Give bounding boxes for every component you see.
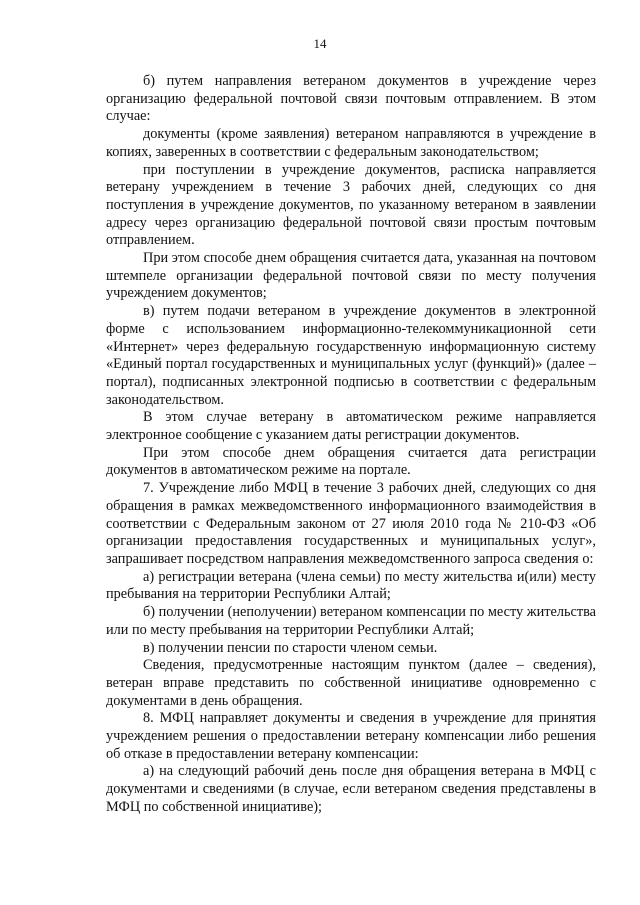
paragraph-document-copies: документы (кроме заявления) ветераном направляются в учреждение в копиях, заверенных в соответствии с федеральным законодательством;	[106, 126, 596, 160]
paragraph-item-7v: в) получении пенсии по старости членом семьи.	[143, 639, 438, 656]
paragraph-electronic-notification: В этом случае ветерану в автоматическом режиме направляется электронное сообщение с указанием даты регистрации документов.	[106, 409, 596, 444]
paragraph-electronic-date: При этом способе днем обращения считается дата регистрации документов в автоматическом режиме на портале.	[106, 444, 596, 479]
paragraph-item-7: 7. Учреждение либо МФЦ в течение 3 рабочих дней, следующих со дня обращения в рамках межведомственного информационного взаимодействия в соответствии с Федеральным законом от 27 июля 2010 года № 210-ФЗ «Об организации предоставления государственных и муниципальных услуг», запрашивает посредством направления межведомственного запроса сведения о:	[106, 480, 596, 567]
paragraph-item-7b: б) получении (неполучении) ветераном компенсации по месту жительства или по месту пребывания на территории Республики Алтай;	[106, 604, 597, 638]
paragraph-v-electronic-submission: в) путем подачи ветераном в учреждение документов в электронной форме с использованием информационно-телекоммуникационной сети «Интернет» через федеральную государственную информационную систему «Единый портал государственных и муниципальных услуг (функций)» (далее – портал), подписанных электронной подписью в соответствии с федеральным законодательством.	[106, 303, 596, 408]
paragraph-item-7a: а) регистрации ветерана (члена семьи) по месту жительства и(или) месту пребывания на территории Республики Алтай;	[106, 568, 596, 603]
document-body	[106, 73, 596, 817]
paragraph-item-8: 8. МФЦ направляет документы и сведения в учреждение для принятия учреждением решения о предоставлении ветерану компенсации либо решения об отказе в предоставлении ветерану компенсации:	[106, 710, 596, 762]
paragraph-own-initiative: Сведения, предусмотренные настоящим пунктом (далее – сведения), ветеран вправе представить по собственной инициативе одновременно с документами в день обращения.	[106, 657, 596, 709]
paragraph-item-8a: а) на следующий рабочий день после дня обращения ветерана в МФЦ с документами и сведениями (в случае, если ветераном сведения представлены в МФЦ по собственной инициативе);	[106, 763, 596, 815]
paragraph-b-postal-delivery: б) путем направления ветераном документов в учреждение через организацию федеральной почтовой связи почтовым отправлением. В этом случае:	[106, 73, 596, 125]
paragraph-postal-date: При этом способе днем обращения считается дата, указанная на почтовом штемпеле организации федеральной почтовой связи по месту получения учреждением документов;	[106, 250, 596, 302]
page-number: 14	[313, 36, 327, 51]
paragraph-receipt: при поступлении в учреждение документов, расписка направляется ветерану учреждением в течение 3 рабочих дней, следующих со дня поступления в учреждение документов, по указанному ветераном в заявлении адресу через организацию федеральной почтовой связи простым почтовым отправлением.	[106, 161, 596, 249]
